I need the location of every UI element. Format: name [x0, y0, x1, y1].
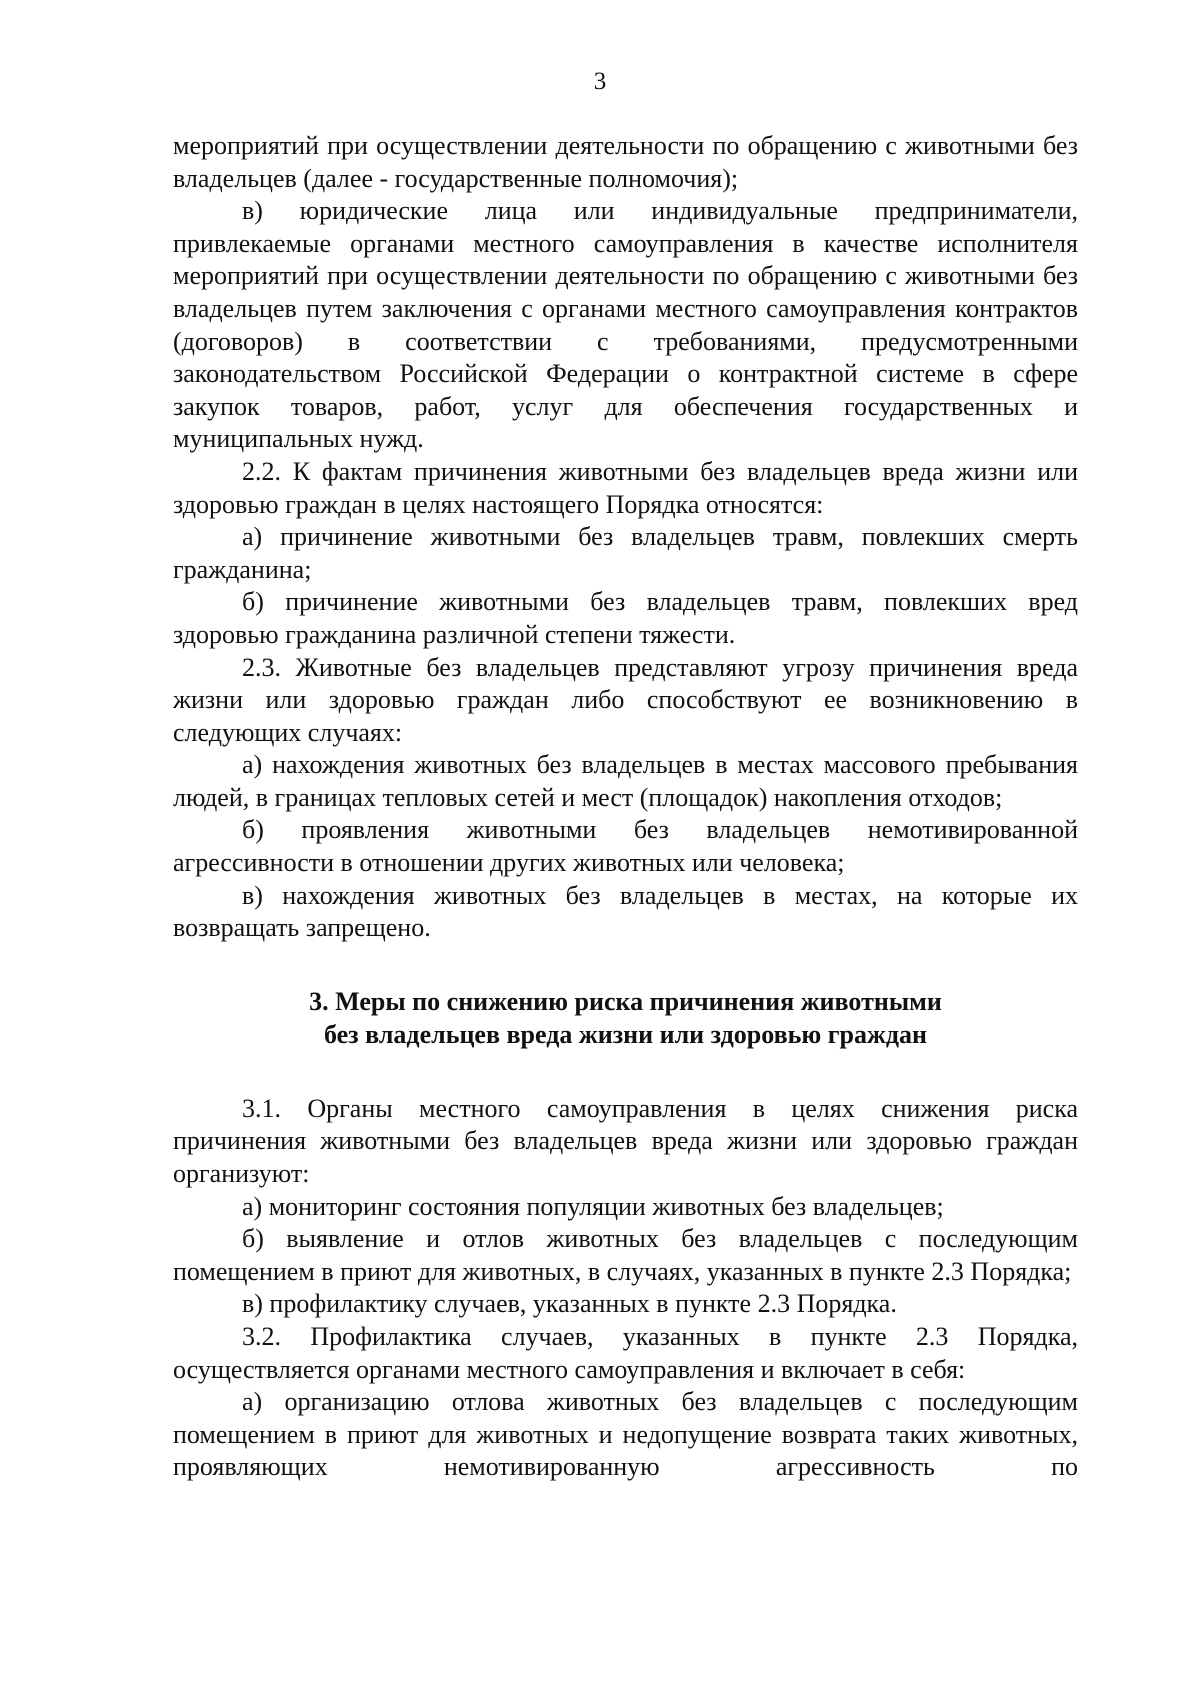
paragraph: 3.2. Профилактика случаев, указанных в пункте 2.3 Порядка, осуществляется органами местного самоуправления и включает в себя:: [173, 1322, 1078, 1384]
document-body: [173, 130, 1078, 1484]
section-heading-line: без владельцев вреда жизни или здоровью граждан: [323, 1019, 927, 1049]
paragraph: а) организацию отлова животных без владельцев с последующим помещением в приют для животных и недопущение возврата таких животных, проявляющих немотивированную агрессивность по: [173, 1387, 1078, 1482]
paragraph: в) профилактику случаев, указанных в пункте 2.3 Порядка.: [242, 1289, 897, 1319]
paragraph: 3.1. Органы местного самоуправления в целях снижения риска причинения животными без владельцев вреда жизни или здоровью граждан организуют:: [173, 1093, 1078, 1189]
paragraph: а) мониторинг состояния популяции животных без владельцев;: [242, 1191, 944, 1221]
paragraph: а) причинение животными без владельцев травм, повлекших смерть гражданина;: [173, 522, 1078, 584]
section-heading: [173, 985, 1078, 1051]
paragraph: в) юридические лица или индивидуальные предприниматели, привлекаемые органами местного самоуправления в качестве исполнителя мероприятий при осуществлении деятельности по обращению с животными без владельцев путем заключения с органами местного самоуправления контрактов (договоров) в соответствии с требованиями, предусмотренными законодательством Российской Федерации о контрактной системе в сфере закупок товаров, работ, услуг для обеспечения государственных и муниципальных нужд.: [173, 196, 1078, 454]
paragraph: б) выявление и отлов животных без владельцев с последующим помещением в приют для животных, в случаях, указанных в пункте 2.3 Порядка;: [173, 1224, 1078, 1286]
section-heading-line: 3. Меры по снижению риска причинения животными: [309, 986, 942, 1016]
paragraph: мероприятий при осуществлении деятельности по обращению с животными без владельцев (далее - государственные полномочия);: [173, 131, 1078, 193]
paragraph: б) причинение животными без владельцев травм, повлекших вред здоровью гражданина различной степени тяжести.: [173, 587, 1078, 649]
paragraph: 2.3. Животные без владельцев представляют угрозу причинения вреда жизни или здоровью граждан либо способствуют ее возникновению в следующих случаях:: [173, 652, 1078, 747]
paragraph: б) проявления животными без владельцев немотивированной агрессивности в отношении других животных или человека;: [173, 815, 1078, 878]
page-number: 3: [593, 68, 607, 95]
paragraph: 2.2. К фактам причинения животными без владельцев вреда жизни или здоровью граждан в целях настоящего Порядка относятся:: [173, 456, 1078, 519]
paragraph: в) нахождения животных без владельцев в местах, на которые их возвращать запрещено.: [173, 880, 1078, 943]
paragraph: а) нахождения животных без владельцев в местах массового пребывания людей, в границах тепловых сетей и мест (площадок) накопления отходов;: [173, 750, 1078, 812]
